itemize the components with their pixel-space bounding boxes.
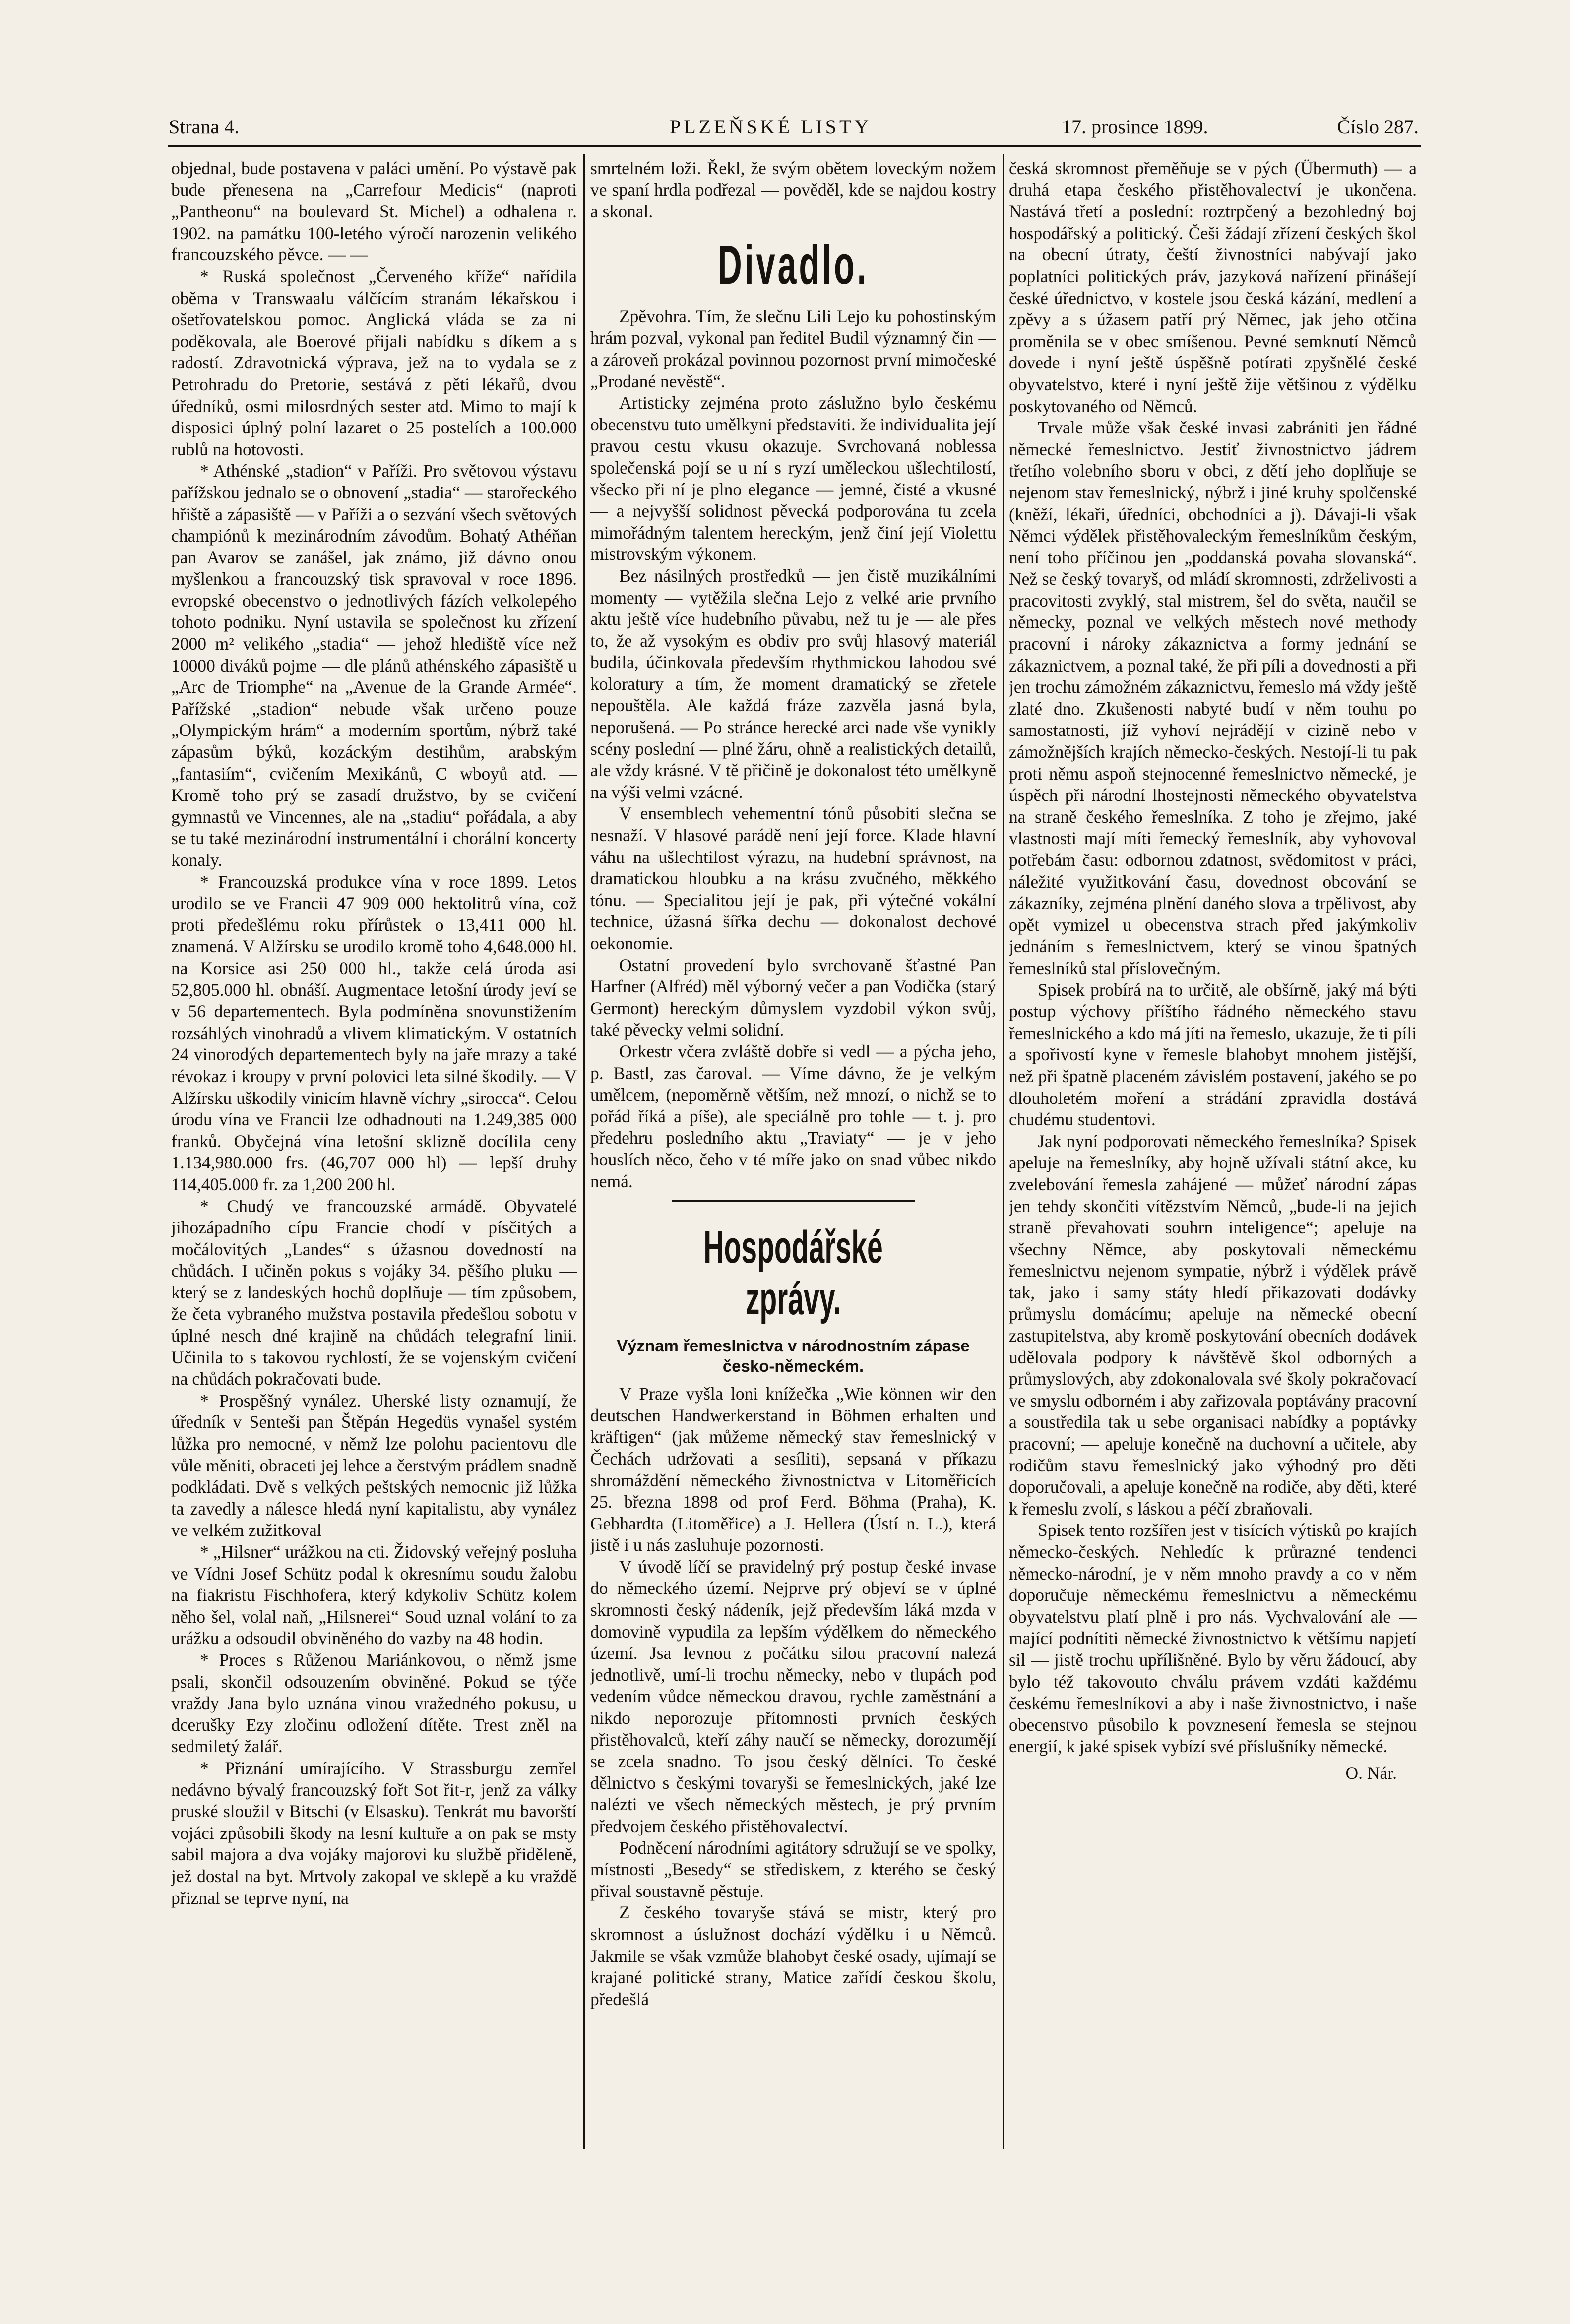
article-paragraph: * Ruská společnost „Červeného kříže“ nařídila oběma v Transwaalu válčícím stranám lékařskou i ošetřovatelskou pomoc. Anglická vláda se za ni poděkovala, ale Boerové přijali nabídku s díkem a s radostí. Zdravotnická výprava, jež na to vydala se z Petrohradu do Pretorie, sestává z pěti lékařů, dvou úředníků, osmi milosrdných sester atd. Mimo to mají k disposici úplný polní lazaret o 25 postelích a 100.000 rublů na hotovosti. bbox=[171, 266, 577, 459]
article-paragraph: * Francouzská produkce vína v roce 1899. Letos urodilo se ve Francii 47 909 000 hektolitrů vína, což proti předešlému roku přírůstek o 13,411 000 hl. znamená. V Alžírsku se urodilo kromě toho 4,648.000 hl. na Korsice asi 250 000 hl., takže celá úroda asi 52,805.000 hl. obnáší. Augmentace letošní úrody jeví se v 56 departementech. Byla podmíněna snovunstižením rozsáhlých vinohradů a vlivem klimatickým. V ostatních 24 vinorodých departementech byly na jaře mrazy a také révokaz i kroupy v první polovici leta silné škodily. — V Alžírsku uškodily vinicím hlavně víchry „sirocca“. Celou úrodu vína ve Francii lze odhadnouti na 1.249,385 000 franků. Obyčejná vína letošní sklizně docílila ceny 1.134,980.000 frs. (46,707 000 hl) — lepší druhy 114,405.000 fr. za 1,200 200 hl. bbox=[171, 871, 577, 1194]
theatre-paragraph: Orkestr včera zvláště dobře si vedl — a pýcha jeho, p. Bastl, zas čaroval. — Víme dávno, že je velkým umělcem, (nepoměrně větším, než mnozí, o nichž se to pořád říká a píše), ale speciálně pro tohle — t. j. pro předehru posledního aktu „Traviaty“ — je v jeho houslích něco, čeho v té míře jako on snad vůbec nikdo nemá. bbox=[590, 1041, 996, 1191]
economy-paragraph: Spisek tento rozšířen jest v tisících výtisků po krajích německo-českých. Nehledíc k průrazné tendenci německo-národní, je v něm mnoho pravdy a co v něm doporučuje německému řemeslnictvu a německému obyvatelstvu platí plně i pro nás. Vychvalování ale — mající podnítiti německé živnostnictvo k většímu napjetí sil — jistě trochu upřílišněné. Bylo by věru žádoucí, aby bylo též takovouto chválu právem vzdáti každému českému řemeslníkovi a aby i naše živnostnictvo, i naše obecenstvo působilo k povznesení řemesla se stejnou energií, k jaké spisek vybízí své příslušníky německé. bbox=[1009, 1520, 1417, 1757]
column-divider bbox=[583, 154, 585, 2149]
theatre-paragraph: Bez násilných prostředků — jen čistě muzikálními momenty — vytěžila slečna Lejo z velké arie prvního aktu ještě více hudebního půvabu, než tu je — ale přes to, že až vysokým es obdiv pro svůj hlasový materiál budila, účinkovala především rhythmickou lahodou své koloratury a tím, že moment dramatický se zřetele nepouštěla. Ale každá fráze zazvěla jasná byla, neporušená. — Po stránce herecké arci nade vše vynikly scény poslední — plné žáru, ohně a realistických detailů, ale vždy krásné. V tě přičině je dokonalost této umělkyně na výši velmi vzácné. bbox=[590, 565, 996, 802]
article-paragraph: * „Hilsner“ urážkou na cti. Židovský veřejný posluha ve Vídni Josef Schütz podal k okresnímu soudu žalobu na fiakristu Fischhofera, který kdykoliv Schütz kolem něho šel, volal naň, „Hilsnerei“ Soud uznal volání to za urážku a odsoudil obviněného do vazby na 48 hodin. bbox=[171, 1542, 577, 1649]
section-heading-hospodarske: Hospodářské zprávy. bbox=[703, 1222, 883, 1325]
theatre-paragraph: V ensemblech vehementní tónů působiti slečna se nesnaží. V hlasové parádě není její force. Klade hlavní váhu na ušlechtilost výrazu, na hudební správnost, na dramatickou hloubku a na krásu zvučného, měkkého tónu. — Specialitou její je pak, při výtečné vokální technice, úžasná šířka dechu — dokonalost dechové oekonomie. bbox=[590, 803, 996, 953]
masthead-title: PLZEŇSKÉ LISTY bbox=[670, 116, 872, 138]
page-header bbox=[169, 112, 1419, 144]
economy-paragraph: Z českého tovaryše stává se mistr, který pro skromnost a úslužnost dochází výdělku i u Němců. Jakmile se však vzmůže blahobyt české osady, ujímají se krajané politické strany, Matice zařídí českou školu, předešlá bbox=[590, 1902, 996, 2009]
article-paragraph: * Athénské „stadion“ v Paříži. Pro světovou výstavu pařížskou jednalo se o obnovení „stadia“ — starořeckého hřiště a zápasiště — v Paříži a o sezvání všech světových champiónů k mezinárodním závodům. Bohatý Athéňan pan Avarov se zanášel, jak známo, již dávno onou myšlenkou a francouzský tisk spravoval v roce 1896. evropské obecenstvo o jednotlivých fázích velkolepého tohoto podniku. Nyní ustavila se společnost ku zřízení 2000 m² velikého „stadia“ — jehož hlediště více než 10000 diváků pojme — dle plánů athénského zápasiště u „Arc de Triomphe“ na „Avenue de la Grande Armée“. Pařížské „stadion“ nebude však určeno pouze „Olympickým hrám“ a moderním sportům, nýbrž také zápasům býků, kozáckým destihům, arabským „fantasiím“, cvičením Mexikánů, C wboyů atd. — Kromě toho prý se zasadí družstvo, by se cvičení gymnastů ve Vincennes, ale na „stadiu“ pořádala, a aby se tu také mezinárodní instrumentální i chorální koncerty konaly. bbox=[171, 461, 577, 870]
article-subheading: Význam řemeslnictva v národnostním zápase česko-německém. bbox=[617, 1337, 970, 1376]
issue-number: Číslo 287. bbox=[1337, 116, 1419, 138]
column-2 bbox=[590, 158, 996, 2151]
theatre-paragraph: Ostatní provedení bylo svrchovaně šťastné Pan Harfner (Alfréd) měl výborný večer a pan Vodička (starý Germont) hereckým důmyslem vyzdobil výkon svůj, také pěvecky velmi solidní. bbox=[590, 955, 996, 1040]
economy-paragraph: Trvale může však české invasi zabrániti jen řádné německé řemeslnictvo. Jestiť živnostnictvo jádrem třetího volebního sboru v obci, z dětí jeho doplňuje se nejenom stav řemeslnický, nýbrž i jiné kruhy spolčenské (kněží, lékaři, úředníci, obchodníci a j). Dávaji-li však Němci výdělek přistěhovaleckým řemeslníkům českým, není toho příčinou jen „poddanská povaha slovanská“. Než se český tovaryš, od mládí skromnosti, zdrželivosti a pracovitosti zvyklý, stal mistrem, šel do světa, naučil se německy, poznal ve velkých městech nové methody pracovní i nároky zákaznictva a formy jednání se zákaznictvem, a poznal také, že při píli a dovednosti a při jen trochu zámožném zákaznictvu, řemeslo má vždy ještě zlaté dno. Zkušenosti nabyté budí v něm touhu po samostatnosti, jíž vyhoví nejrádějí v cizině nebo v zámožnějších krajích německo-českých. Nestojí-li tu pak proti němu aspoň stejnocenné řemeslnictvo německé, je úspěch při národní lhostejnosti německého obyvatelstva na straně českého řemeslníka. Z toho je zřejmo, jaké vlastnosti mají míti řemecký řemeslník, aby vyhovoval potřebám času: odbornou zdatnost, svědomitost v práci, náležité využitkování času, dovednost obcování se zákazníky, zejména plnění daného slova a trpělivost, aby opět vymizel u obecenstva strach před jakýmkoliv jednáním s řemeslnictvem, který se vinou špatných řemeslníků stal příslovečným. bbox=[1009, 418, 1417, 978]
section-heading-divadlo: Divadlo. bbox=[717, 234, 869, 296]
issue-date: 17. prosince 1899. bbox=[1062, 116, 1208, 138]
section-divider bbox=[672, 1200, 915, 1202]
article-paragraph: smrtelném loži. Řekl, že svým obětem loveckým nožem ve spaní hrdla podřezal — pověděl, kde se najdou kostry a skonal. bbox=[590, 158, 996, 222]
header-rule bbox=[168, 145, 1421, 147]
article-paragraph: objednal, bude postavena v paláci umění. Po výstavě pak bude přenesena na „Carrefour Medicis“ (naproti „Pantheonu“ na boulevard St. Michel) a odhalena r. 1902. na památku 100-letého výročí narozenin velikého francouzského pěvce. — — bbox=[171, 158, 577, 265]
theatre-paragraph: Artisticky zejména proto záslužno bylo českému obecenstvu tuto umělkyni představiti. že individualita její pravou cestu vkusu okazuje. Svrchovaná noblessa společenská pojí se u ní s ryzí uměleckou ušlechtilostí, všecko při ní je plno elegance — jemné, čisté a vkusné — a nejvyšší solidnost pěvecká podporována tu zcela mimořádným talentem hereckým, jenž činí její Violettu mistrovským výkonem. bbox=[590, 393, 996, 564]
economy-paragraph: V Praze vyšla loni knížečka „Wie können wir den deutschen Handwerkerstand in Böhmen erhalten und kräftigen“ (jak můžeme německý stav řemeslnický v Čechách udržovati a sesíliti), sepsaná v příkazu shromáždění německého živnostnictva v Litoměřicích 25. března 1898 od prof Ferd. Böhma (Praha), K. Gebhardta (Litoměřice) a J. Hellera (Ústí n. L.), která jistě i u nás zasluhuje pozornosti. bbox=[590, 1384, 996, 1555]
economy-paragraph: Spisek probírá na to určitě, ale obšírně, jaký má býti postup výchovy příštího řádného německého stavu řemeslnického a kdo má jíti na řemeslo, ukazuje, že ti píli a spořivostí kyne v řemesle blahobyt mnohem jistější, než při špatně placeném závislém postavení, jakého se po dlouholetém moření a strádání zpravidla dostává chudému studentovi. bbox=[1009, 979, 1417, 1130]
economy-paragraph: V úvodě líčí se pravidelný prý postup české invase do německého území. Nejprve prý objeví se v úplné skromnosti český nádeník, jejž především láká mzda v domovině vypudila za lepším výdělkem do německého území. Jsa levnou z počátku silou pracovní nalezá jednotlivě, umí-li trochu německy, nebo v tlupách pod vedením vůdce německou dravou, rychle zaměstnání a nikdo neporozuje přítomnosti prvních českých přistěhovalců, kteří záhy naučí se německy, dorozumějí se zcela snadno. To jsou český dělníci. To české dělnictvo s českými tovaryši se řemeslnických, jaké lze nalézti ve všech německých městech, je prý prvním předvojem českého přistěhovalectví. bbox=[590, 1556, 996, 1836]
economy-paragraph: česká skromnost přeměňuje se v pých (Übermuth) — a druhá etapa českého přistěhovalectví je ukončena. Nastává třetí a poslední: roztrpčený a bezohledný boj hospodářský a politický. Češi žádají zřízení českých škol na obecní útraty, čeští živnostníci nabývají jako poplatníci politických práv, jazyková nařízení přinášejí české úřednictvo, v kostele jsou česká kázání, medlení a zpěvy a s úžasem patří prý Němec, jak jeho otčina proměnila se v obec smíšenou. Pevné semknutí Němců dovede i nyní ještě úspěšně potírati zpyšnělé české obyvatelstvo, které i nyní ještě žije většinou z výdělku poskytovaného od Němců. bbox=[1009, 158, 1417, 416]
article-paragraph: * Prospěšný vynález. Uherské listy oznamují, že úředník v Senteši pan Štěpán Hegedüs vynašel systém lůžka pro nemocné, v němž lze polohu pacientovu dle vůle měniti, obraceti jej lehce a čerstvým prádlem snadně podkládati. Dvě s velkých peštských nemocnic již lůžka ta zavedly a nálesce hledá nyní kapitalistu, aby vynález ve velkém zužitkoval bbox=[171, 1390, 577, 1540]
column-divider bbox=[1003, 154, 1004, 2149]
economy-paragraph: Podněcení národními agitátory sdružují se ve spolky, místnosti „Besedy“ se střediskem, z kterého se český přival soustavně pěstuje. bbox=[590, 1837, 996, 1901]
author-signature: O. Nár. bbox=[1345, 1763, 1397, 1783]
article-paragraph: * Chudý ve francouzské armádě. Obyvatelé jihozápadního cípu Francie chodí v písčitých a močálovitých „Landes“ s úžasnou dovedností na chůdách. I učiněn pokus s vojáky 34. pěšího pluku — který se z landeských hochů doplňuje — tím způsobem, že četa vybraného mužstva postavila předešlou sobotu v úplné nesch dné krajině na chůdách telegrafní linii. Učinila to s takovou rychlostí, že se vojenským cvičení na chůdách pokračovati bude. bbox=[171, 1196, 577, 1389]
article-paragraph: * Přiznání umírajícího. V Strassburgu zemřel nedávno bývalý francouzský fořt Sot řit-r, jenž za války pruské sloužil v Bitschi (v Elsasku). Tenkrát mu bavorští vojáci způsobili škody na lesní kultuře a on pak se msty sabil majora a dva vojáky majorovi ku službě přiděleně, jež dostal na byt. Mrtvoly zakopal ve sklepě a ku vraždě přiznal se teprve nyní, na bbox=[171, 1758, 577, 1908]
economy-paragraph: Jak nyní podporovati německého řemeslníka? Spisek apeluje na řemeslníky, aby hojně užívali státní akce, ku zvelebování řemesla zahájené — můžeť národní zápas jen tehdy skončiti vítězstvím Němců, „bude-li na jejich straně převahovati souhrn inteligence“; apeluje na všechny Němce, aby poskytovali německému řemeslnictvu nejenom sympatie, nýbrž i výdělek právě tak, jako i samy státy hledí přikazovati dodávky průmyslu domácímu; apeluje na německé obecní zastupitelstva, aby kromě poskytování obecních dodávek udělovala podpory k návštěvě škol odborných a průmyslových, aby zdokonalovala své školy pokračovací ve smyslu odborném i aby zařizovala poptávány pracovní a soustředila tak u sebe organisaci nabídky a poptávky pracovní; — apeluje konečně na duchovní a učitele, aby rodičům stavu řemeslnický jako výhodný pro děti doporučovali, a apeluje konečně na rodiče, aby děti, které k řemeslu zvolí, s láskou a péčí zbraňovali. bbox=[1009, 1131, 1417, 1519]
article-paragraph: * Proces s Růženou Mariánkovou, o němž jsme psali, skončil odsouzením obviněné. Pokud se týče vraždy Jana bylo uznána vinou vražedného pokusu, u dcerušky Ezy zločinu odložení dítěte. Trest zněl na sedmiletý žalář. bbox=[171, 1650, 577, 1757]
column-3 bbox=[1009, 158, 1417, 2151]
page-number: Strana 4. bbox=[169, 116, 240, 138]
column-1 bbox=[171, 158, 577, 2151]
theatre-paragraph: Zpěvohra. Tím, že slečnu Lili Lejo ku pohostinským hrám pozval, vykonal pan ředitel Budil významný čin — a zároveň prokázal povinnou pozornost první mimočeské „Prodané nevěstě“. bbox=[590, 306, 996, 391]
